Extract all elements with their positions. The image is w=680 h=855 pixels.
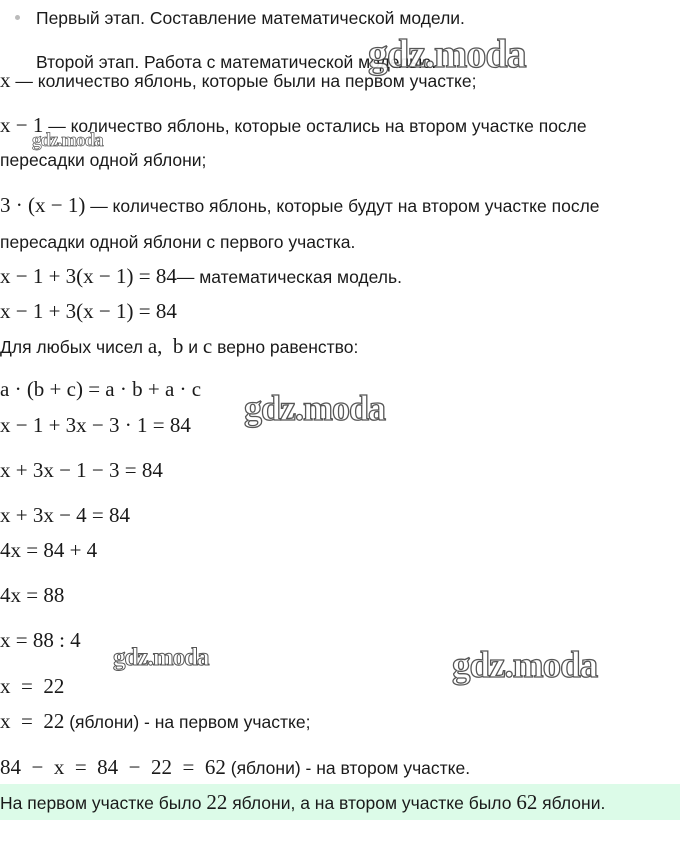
text-segment: яблони. xyxy=(537,793,606,813)
math-expression: x = 88 : 4 xyxy=(0,628,81,652)
text-segment: На первом участке было xyxy=(0,793,207,813)
math-expression: x − 1 + 3(x − 1) = 84 xyxy=(0,264,177,288)
text-segment: Второй этап. Работа с математической моделью. xyxy=(36,52,437,72)
math-expression: x = 22 xyxy=(0,674,65,698)
watermark-logo: gdz.moda xyxy=(32,130,103,151)
watermark-logo: gdz.moda xyxy=(113,644,209,671)
eq-5 xyxy=(0,538,97,563)
eq-1 xyxy=(0,299,177,324)
step-1 xyxy=(36,6,465,30)
result-2 xyxy=(0,755,470,780)
eq-7 xyxy=(0,628,81,653)
text-segment: яблони, а на втором участке было xyxy=(227,793,517,813)
text-segment: Для любых чисел xyxy=(0,337,148,357)
line-3x xyxy=(0,193,600,218)
eq-4 xyxy=(0,503,130,528)
text-segment: и xyxy=(183,337,203,357)
line-model xyxy=(0,264,402,289)
math-expression: c xyxy=(202,334,213,358)
text-segment: Первый этап. Составление математической модели. xyxy=(36,8,465,28)
text-segment: верно равенство: xyxy=(212,337,359,357)
math-expression: x − 1 xyxy=(0,113,44,137)
math-expression: 4x = 84 + 4 xyxy=(0,538,98,562)
eq-2 xyxy=(0,413,191,438)
eq-8 xyxy=(0,674,64,699)
text-segment: (яблони) - на втором участке. xyxy=(225,758,471,778)
text-segment: — количество яблонь, которые остались на втором участке после xyxy=(43,116,587,136)
watermark-logo: gdz.moda xyxy=(244,388,386,428)
bullet-icon xyxy=(15,15,20,20)
math-expression: x + 3x − 4 = 84 xyxy=(0,503,131,527)
watermark-logo: gdz.moda xyxy=(368,31,526,76)
text-segment: пересадки одной яблони; xyxy=(0,150,207,170)
text-segment: (яблони) - на первом участке; xyxy=(64,712,311,732)
math-expression: x xyxy=(0,68,11,92)
line-rule xyxy=(0,334,358,359)
math-expression: 84 − x = 84 − 22 = 62 xyxy=(0,755,226,779)
eq-6 xyxy=(0,583,64,608)
answer xyxy=(0,790,605,815)
math-expression: a, b xyxy=(147,334,184,358)
math-expression: x − 1 + 3(x − 1) = 84 xyxy=(0,299,177,323)
math-expression: 62 xyxy=(516,790,538,814)
text-segment: — математическая модель. xyxy=(176,267,402,287)
watermark-logo: gdz.moda xyxy=(452,645,598,686)
eq-distrib xyxy=(0,377,201,402)
text-segment: — количество яблонь, которые будут на втором участке после xyxy=(85,196,600,216)
math-expression: x − 1 + 3x − 3 · 1 = 84 xyxy=(0,413,191,437)
text-segment: — количество яблонь, которые были на первом участке; xyxy=(10,71,477,91)
line-3x-cont xyxy=(0,230,355,254)
math-expression: x + 3x − 1 − 3 = 84 xyxy=(0,458,163,482)
line-x-1-cont xyxy=(0,148,206,172)
math-expression: x = 22 xyxy=(0,709,65,733)
math-expression: 22 xyxy=(206,790,228,814)
eq-3 xyxy=(0,458,163,483)
math-expression: a · (b + c) = a · b + a · c xyxy=(0,377,202,401)
result-1 xyxy=(0,709,310,734)
math-expression: 4x = 88 xyxy=(0,583,65,607)
text-segment: пересадки одной яблони с первого участка. xyxy=(0,232,356,252)
math-expression: 3 · (x − 1) xyxy=(0,193,86,217)
